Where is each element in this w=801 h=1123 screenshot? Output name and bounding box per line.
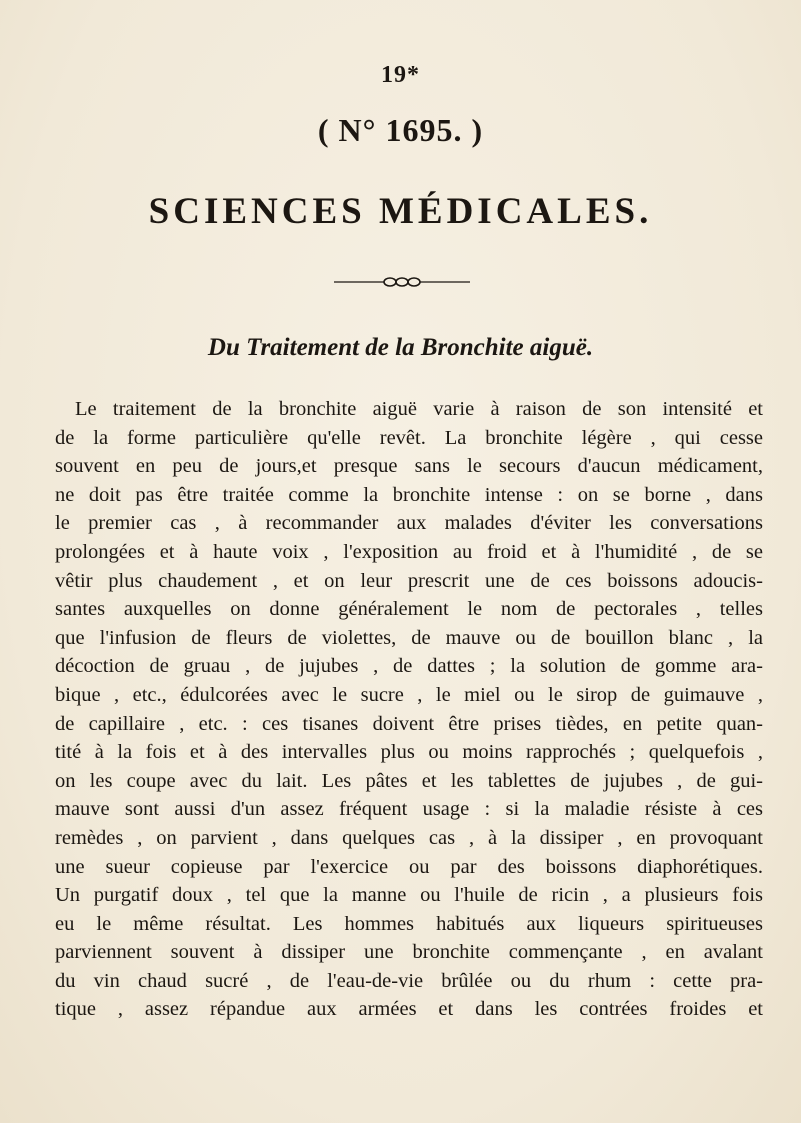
text-line: Le traitement de la bronchite aiguë varie à raison de son intensité et [75, 398, 763, 420]
text-line: bique , etc., édulcorées avec le sucre , le miel ou le sirop de guimauve , [55, 683, 763, 706]
text-line: décoction de gruau , de jujubes , de dattes ; la solution de gomme ara- [55, 655, 763, 678]
text-line: une sueur copieuse par l'exercice ou par des boissons diaphorétiques. [55, 855, 763, 878]
text-line: Un purgatif doux , tel que la manne ou l'huile de ricin , a plusieurs fois [55, 884, 763, 907]
text-line: le premier cas , à recommander aux malades d'éviter les conversations [55, 512, 763, 535]
text-line: du vin chaud sucré , de l'eau-de-vie brûlée ou du rhum : cette pra- [55, 969, 763, 992]
text-line: prolongées et à haute voix , l'exposition au froid et à l'humidité , de se [55, 540, 763, 563]
section-title: SCIENCES MÉDICALES. [148, 191, 653, 232]
text-line: tique , assez répandue aux armées et dans les contrées froides et [55, 998, 763, 1021]
text-line: tité à la fois et à des intervalles plus ou moins rapprochés ; quelquefois , [55, 741, 763, 764]
issue-number: ( N° 1695. ) [317, 112, 484, 148]
text-line: de la forme particulière qu'elle revêt. La bronchite légère , qui cesse [55, 426, 763, 449]
text-line: parviennent souvent à dissiper une bronchite commençante , en avalant [55, 941, 763, 964]
text-line: de capillaire , etc. : ces tisanes doivent être prises tièdes, en petite quan- [55, 712, 763, 735]
text-line: eu le même résultat. Les hommes habitués aux liqueurs spiritueuses [55, 912, 763, 935]
text-line: remèdes , on parvient , dans quelques cas , à la dissiper , en provoquant [55, 826, 763, 849]
ornament-rule [334, 276, 470, 288]
text-line: souvent en peu de jours,et presque sans le secours d'aucun médicament, [55, 455, 763, 478]
text-line: on les coupe avec du lait. Les pâtes et les tablettes de jujubes , de gui- [55, 769, 763, 792]
text-line: vêtir plus chaudement , et on leur prescrit une de ces boissons adoucis- [55, 569, 763, 592]
text-line: que l'infusion de fleurs de violettes, de mauve ou de bouillon blanc , la [55, 626, 763, 649]
page-number: 19* [381, 62, 420, 88]
text-line: ne doit pas être traitée comme la bronchite intense : on se borne , dans [55, 483, 763, 506]
text-line: santes auxquelles on donne généralement le nom de pectorales , telles [55, 598, 763, 621]
article-body [55, 395, 763, 1024]
text-line: mauve sont aussi d'un assez fréquent usage : si la maladie résiste à ces [55, 798, 763, 821]
article-title: Du Traitement de la Bronchite aiguë. [207, 334, 594, 361]
